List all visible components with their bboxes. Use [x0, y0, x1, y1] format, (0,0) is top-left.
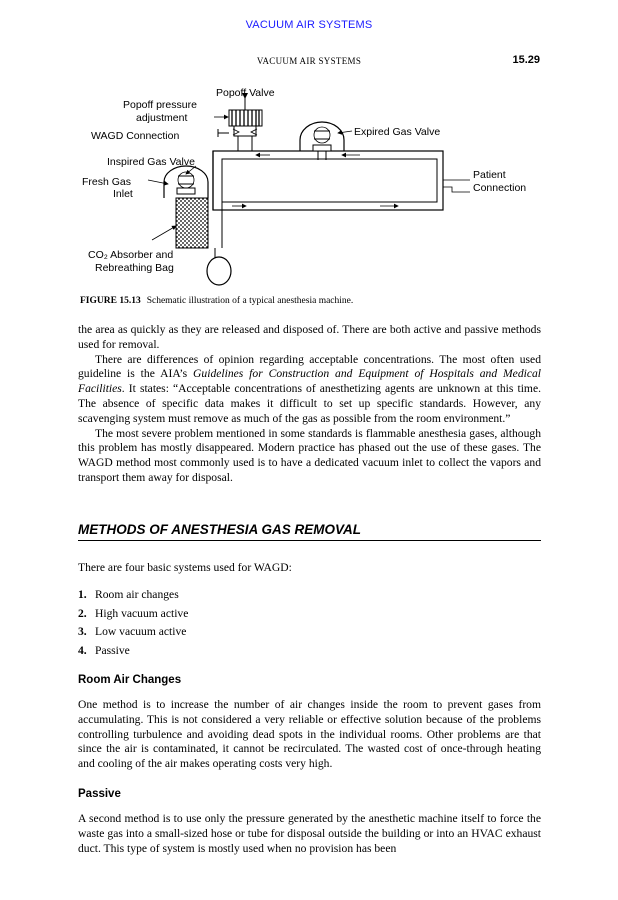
citation-title: Guidelines for Construction and Equipment of Hospitals and Medical Facilities	[78, 367, 541, 396]
label-inlet: Inlet	[113, 188, 133, 200]
running-title: VACUUM AIR SYSTEMS	[245, 19, 373, 31]
subheading-passive: Passive	[78, 788, 121, 800]
circuit-outer	[213, 151, 443, 210]
list-item: 4. Passive	[78, 643, 130, 657]
label-patient: Patient	[473, 169, 506, 181]
circuit-inner	[222, 159, 437, 202]
paragraph: the area as quickly as they are released and disposed of. There are both active and passive methods used for removal.	[78, 323, 541, 351]
passive-paragraph: A second method is to use only the pressure generated by the anesthetic machine itself to force the waste gas into a small-sized hose or tube for disposal outside the building or into an HVAC exhaust duct. This type of system is mostly used when no provision has been	[78, 812, 541, 855]
room-air-paragraph: One method is to increase the number of air changes inside the room to prevent gases from accumulating. This is not considered a very reliable or effective solution because of the problems controlling turbulence and avoiding dead spots in the individual rooms. Other problems are that since the air is contaminated, it cannot be recirculated. The wasted cost of once-through heating and cooling of the air makes operating costs very high.	[78, 698, 541, 771]
figure-number: FIGURE 15.13	[80, 296, 141, 306]
rebreathing-bag	[207, 257, 231, 285]
label-rebreathing-bag: Rebreathing Bag	[95, 262, 174, 274]
label-connection: Connection	[473, 182, 527, 194]
paragraph: The most severe problem mentioned in some standards is flammable anesthesia gases, although this problem has mostly disappeared. Modern practice has phased out the use of these gases. The WAGD method most commonly used is to have a dedicated vacuum inlet to collect the vapors and transport them away for disposal.	[78, 426, 541, 484]
page-number: 15.29	[512, 54, 540, 66]
subheading-room-air: Room Air Changes	[78, 674, 182, 686]
section-heading: METHODS OF ANESTHESIA GAS REMOVAL	[78, 522, 541, 541]
figure-caption-text: Schematic illustration of a typical anesthesia machine.	[146, 296, 354, 306]
co2-absorber	[176, 198, 208, 248]
body-text	[78, 323, 541, 486]
label-expired-gas-valve: Expired Gas Valve	[354, 126, 441, 138]
label-adjustment: adjustment	[136, 112, 188, 124]
anesthesia-machine-figure	[0, 0, 618, 300]
label-fresh-gas: Fresh Gas	[82, 176, 132, 188]
list-item: 2. High vacuum active	[78, 606, 189, 620]
paragraph: There are differences of opinion regarding acceptable concentrations. The most often used guideline is the AIA’s Guidelines for Construction and Equipment of Hospitals and Medical Facilities. It states: “Acceptable concentrations of anesthetizing agents are unknown at this time. The absence of specific data makes it difficult to set up specific standards. However, any scavenging system must remove as much of the gas as possible from the room environment.”	[78, 352, 541, 425]
list-item: 1. Room air changes	[78, 588, 179, 601]
label-inspired-gas-valve: Inspired Gas Valve	[107, 156, 195, 168]
figure-caption	[80, 296, 353, 306]
label-popoff-pressure: Popoff pressure	[123, 99, 197, 111]
label-co2-absorber: CO₂ Absorber and	[88, 249, 174, 261]
label-popoff-valve: Popoff Valve	[216, 87, 275, 99]
methods-list	[78, 586, 188, 660]
list-item: 3. Low vacuum active	[78, 625, 187, 638]
popoff-valve-body	[229, 110, 262, 126]
page-header-title: VACUUM AIR SYSTEMS	[256, 56, 362, 66]
label-wagd-connection: WAGD Connection	[91, 130, 180, 142]
section-intro: There are four basic systems used for WAGD:	[78, 561, 292, 574]
